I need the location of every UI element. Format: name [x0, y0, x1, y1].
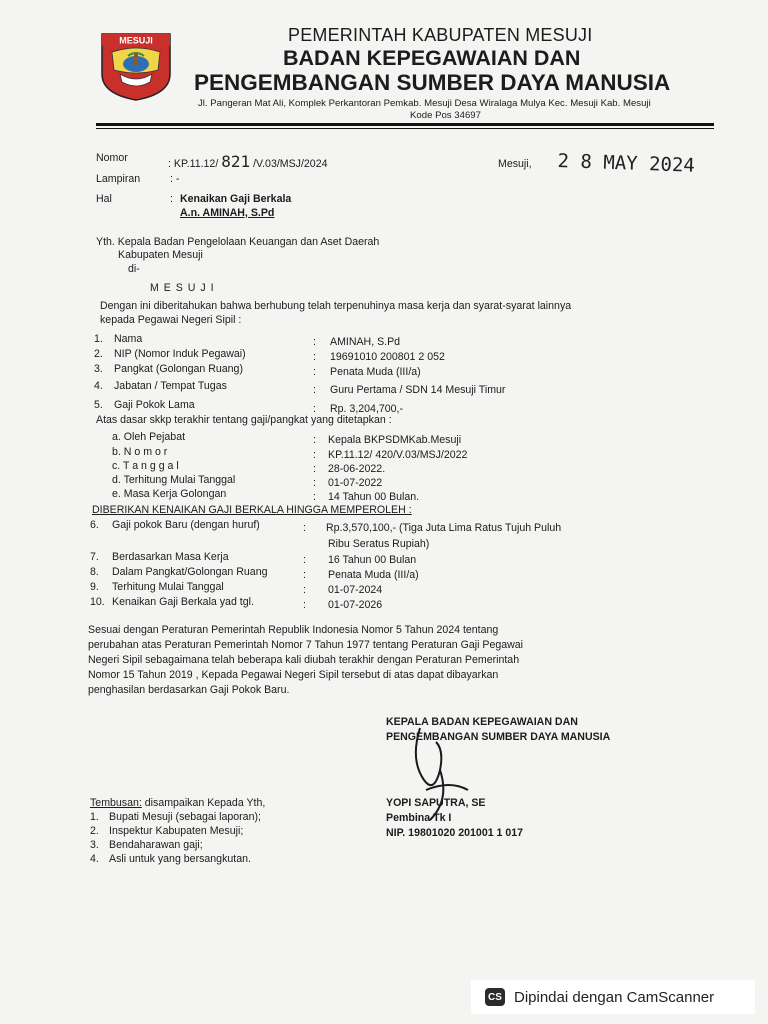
raise-num: 8.: [90, 566, 99, 578]
raise-num: 6.: [90, 519, 99, 531]
field-label: Pangkat (Golongan Ruang): [114, 363, 243, 375]
agency-name-line1: BADAN KEPEGAWAIAN DAN: [283, 46, 581, 70]
closing-line4: Nomor 15 Tahun 2019 , Kepada Pegawai Negeri Sipil tersebut di atas dapat dibayarkan: [88, 669, 499, 681]
field-label: Gaji Pokok Lama: [114, 399, 195, 411]
sk-value: KP.11.12/ 420/V.03/MSJ/2022: [328, 449, 468, 461]
office-address: Jl. Pangeran Mat Ali, Komplek Perkantoran Pemkab. Mesuji Desa Wiralaga Mulya Kec. Mesuji Kab. Mesuji: [198, 98, 651, 109]
field-value: Guru Pertama / SDN 14 Mesuji Timur: [330, 384, 506, 396]
intro-line2: kepada Pegawai Negeri Sipil :: [100, 314, 242, 326]
cc-num: 1.: [90, 811, 99, 823]
sk-value: Kepala BKPSDMKab.Mesuji: [328, 434, 462, 446]
raise-num: 10.: [90, 596, 105, 608]
sk-label: c. T a n g g a l: [112, 460, 179, 472]
raise-value: 01-07-2024: [328, 584, 383, 596]
raise-colon: :: [303, 599, 306, 611]
raise-value: Penata Muda (III/a): [328, 569, 419, 581]
recipient-city: M E S U J I: [150, 282, 215, 294]
signatory-title2: PENGEMBANGAN SUMBER DAYA MANUSIA: [386, 731, 611, 743]
raise-label: Terhitung Mulai Tanggal: [112, 581, 224, 593]
closing-line1: Sesuai dengan Peraturan Pemerintah Republik Indonesia Nomor 5 Tahun 2024 tentang: [88, 624, 499, 636]
cc-num: 4.: [90, 853, 99, 865]
field-num: 1.: [94, 333, 103, 345]
header-rule-thick: [96, 123, 714, 126]
sk-value: 14 Tahun 00 Bulan.: [328, 491, 420, 503]
raise-colon: :: [303, 554, 306, 566]
raise-label: Dalam Pangkat/Golongan Ruang: [112, 566, 268, 578]
agency-name-line2: PENGEMBANGAN SUMBER DAYA MANUSIA: [194, 70, 671, 95]
field-colon: :: [313, 403, 316, 415]
lampiran-label: Lampiran: [96, 173, 141, 185]
lampiran-value: : -: [170, 173, 180, 185]
camscanner-label: Dipindai dengan CamScanner: [514, 988, 715, 1006]
recipient-line3: di-: [128, 263, 140, 275]
cc-num: 3.: [90, 839, 99, 851]
sk-label: d. Terhitung Mulai Tanggal: [112, 474, 236, 486]
raise-num: 9.: [90, 581, 99, 593]
camscanner-watermark: [471, 980, 755, 1014]
sk-intro: Atas dasar skkp terakhir tentang gaji/pangkat yang ditetapkan :: [96, 414, 392, 426]
sk-colon: :: [313, 434, 316, 446]
government-name: PEMERINTAH KABUPATEN MESUJI: [288, 25, 593, 45]
raise-label: Berdasarkan Masa Kerja: [112, 551, 229, 563]
nomor-value: [168, 152, 327, 171]
field-colon: :: [313, 336, 316, 348]
hal-label: Hal: [96, 193, 112, 205]
closing-line5: penghasilan berdasarkan Gaji Pokok Baru.: [88, 684, 290, 696]
intro-line1: Dengan ini diberitahukan bahwa berhubung telah terpenuhinya masa kerja dan syarat-syarat lainnya: [100, 300, 572, 312]
field-label: Jabatan / Tempat Tugas: [114, 380, 227, 392]
closing-line3: Negeri Sipil sebagaimana telah beberapa kali diubah terakhir dengan Peraturan Pemerintah: [88, 654, 520, 666]
cc-heading: [90, 797, 265, 809]
nomor-label: Nomor: [96, 152, 128, 164]
nomor-suffix: /V.03/MSJ/2024: [253, 158, 328, 170]
raise-heading: DIBERIKAN KENAIKAN GAJI BERKALA HINGGA MEMPEROLEH :: [92, 504, 412, 516]
nomor-handwritten: 821: [221, 152, 251, 171]
sk-colon: :: [313, 491, 316, 503]
signatory-nip: NIP. 19801020 201001 1 017: [386, 827, 524, 839]
cc-num: 2.: [90, 825, 99, 837]
sk-colon: :: [313, 449, 316, 461]
raise-colon: :: [303, 522, 306, 534]
sk-colon: :: [313, 477, 316, 489]
cc-title: Tembusan:: [90, 797, 142, 809]
nomor-prefix: : KP.11.12/: [168, 158, 219, 170]
cc-item: Bupati Mesuji (sebagai laporan);: [109, 811, 261, 823]
signatory-name: YOPI SAPUTRA, SE: [386, 797, 486, 809]
field-colon: :: [313, 384, 316, 396]
raise-num: 7.: [90, 551, 99, 563]
field-colon: :: [313, 351, 316, 363]
raise-colon: :: [303, 584, 306, 596]
logo-text: MESUJI: [119, 35, 153, 46]
raise-label: Gaji pokok Baru (dengan huruf): [112, 519, 260, 531]
sk-label: e. Masa Kerja Golongan: [112, 488, 227, 500]
sk-label: b. N o m o r: [112, 446, 168, 458]
header-rule-thin: [96, 128, 714, 129]
hal-colon: :: [170, 193, 173, 205]
place: Mesuji,: [498, 158, 532, 170]
field-num: 4.: [94, 380, 103, 392]
sk-colon: :: [313, 463, 316, 475]
raise-label: Kenaikan Gaji Berkala yad tgl.: [112, 596, 254, 608]
field-num: 5.: [94, 399, 103, 411]
sk-value: 28-06-2022.: [328, 463, 386, 475]
field-label: NIP (Nomor Induk Pegawai): [114, 348, 246, 360]
field-value: AMINAH, S.Pd: [330, 336, 401, 348]
field-num: 2.: [94, 348, 103, 360]
recipient-line1: Yth. Kepala Badan Pengelolaan Keuangan dan Aset Daerah: [96, 236, 380, 248]
cc-item: Asli untuk yang bersangkutan.: [109, 853, 251, 865]
field-value: Penata Muda (III/a): [330, 366, 421, 378]
field-num: 3.: [94, 363, 103, 375]
signatory-rank: Pembina Tk I: [386, 812, 452, 824]
cc-item: Bendaharawan gaji;: [109, 839, 203, 851]
signatory-title1: KEPALA BADAN KEPEGAWAIAN DAN: [386, 716, 578, 728]
raise-colon: :: [303, 569, 306, 581]
postal-code: Kode Pos 34697: [410, 110, 481, 121]
sk-value: 01-07-2022: [328, 477, 383, 489]
closing-line2: perubahan atas Peraturan Pemerintah Nomor 7 Tahun 1977 tentang Peraturan Gaji Pegawai: [88, 639, 524, 651]
field-colon: :: [313, 366, 316, 378]
field-label: Nama: [114, 333, 143, 345]
raise-value-cont: Ribu Seratus Rupiah): [328, 538, 430, 550]
cc-item: Inspektur Kabupaten Mesuji;: [109, 825, 244, 837]
date-handwritten: 2 8 MAY 2024: [557, 150, 696, 177]
raise-value: Rp.3,570,100,- (Tiga Juta Lima Ratus Tujuh Puluh: [326, 522, 562, 534]
cc-title-rest: disampaikan Kepada Yth,: [141, 797, 266, 809]
sk-label: a. Oleh Pejabat: [112, 431, 186, 443]
raise-value: 01-07-2026: [328, 599, 383, 611]
raise-value: 16 Tahun 00 Bulan: [328, 554, 417, 566]
field-value: 19691010 200801 2 052: [330, 351, 445, 363]
recipient-line2: Kabupaten Mesuji: [118, 249, 203, 261]
subject-line1: Kenaikan Gaji Berkala: [180, 193, 292, 205]
field-value: Rp. 3,204,700,-: [330, 403, 404, 415]
camscanner-icon: CS: [485, 988, 505, 1006]
mesuji-emblem-logo: [98, 30, 174, 102]
subject-line2: A.n. AMINAH, S.Pd: [180, 207, 275, 219]
